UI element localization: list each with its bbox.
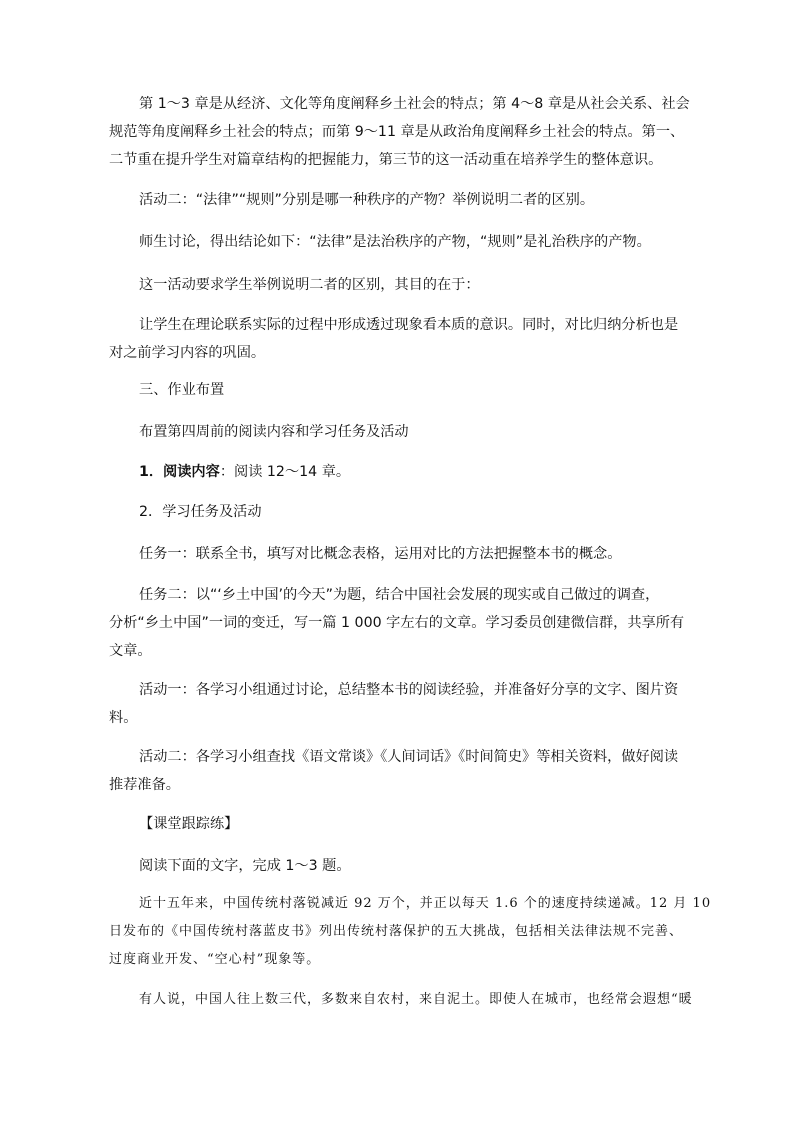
text-line: 文章。: [109, 643, 152, 659]
paragraph-activity-purpose: [109, 271, 687, 299]
passage-paragraph-two: [109, 986, 693, 1014]
text-line: 推荐准备。: [109, 777, 180, 793]
paragraph-discussion-conclusion: [109, 228, 687, 256]
reading-content-label: 1．阅读内容: [139, 464, 220, 480]
reading-content-text: ：阅读 12～14 章。: [219, 464, 351, 480]
text-line: 【课堂跟踪练】: [139, 816, 239, 832]
list-item-tasks-activities: [109, 498, 687, 526]
text-line: 料。: [109, 710, 138, 726]
text-line: 三、作业布置: [139, 382, 225, 398]
paragraph-activity-one: [109, 676, 687, 732]
text-line: 分析“乡土中国”一词的变迁，写一篇 1 000 字左右的文章。学习委员创建微信群，共享所有: [109, 615, 685, 631]
text-line: 日发布的《中国传统村落蓝皮书》列出传统村落保护的五大挑战，包括相关法律法规不完善、: [109, 924, 684, 939]
text-line: 阅读下面的文字，完成 1～3 题。: [139, 858, 351, 874]
text-line: 近十五年来，中国传统村落锐减近 92 万个，并正以每天 1.6 个的速度持续递减。12 月 10: [139, 896, 712, 911]
paragraph-practice-instruction: [109, 852, 687, 880]
text-line: 活动一：各学习小组通过讨论，总结整本书的阅读经验，并准备好分享的文字、图片资: [139, 682, 679, 698]
text-line: 二节重在提升学生对篇章结构的把握能力，第三节的这一活动重在培养学生的整体意识。: [109, 152, 663, 168]
text-line: 有人说，中国人往上数三代，多数来自农村，来自泥土。即使人在城市，也经常会遐想“暖: [139, 992, 693, 1007]
text-line: 2．学习任务及活动: [139, 504, 262, 520]
section-heading-homework: [109, 376, 687, 404]
text-line: 活动二：各学习小组查找《语文常谈》《人间词话》《时间简史》等相关资料，做好阅读: [139, 749, 679, 765]
text-line: 规范等角度阐释乡土社会的特点；而第 9～11 章是从政治角度阐释乡土社会的特点。第一、: [109, 124, 685, 140]
list-item-reading-content: [109, 458, 687, 486]
paragraph-activity-two-question: [109, 186, 687, 214]
paragraph-task-one: [109, 540, 687, 568]
paragraph-activity-two: [109, 743, 687, 799]
passage-paragraph-one: [109, 890, 712, 974]
section-heading-practice: [109, 810, 687, 838]
text-line: 布置第四周前的阅读内容和学习任务及活动: [139, 424, 409, 440]
text-line: 任务二：以“‘乡土中国’的今天”为题，结合中国社会发展的现实或自己做过的调查，: [139, 587, 660, 603]
text-line: 任务一：联系全书，填写对比概念表格，运用对比的方法把握整本书的概念。: [139, 546, 622, 562]
text-line: 对之前学习内容的巩固。: [109, 345, 266, 361]
text-line: 第 1～3 章是从经济、文化等角度阐释乡土社会的特点；第 4～8 章是从社会关系、社会: [139, 96, 690, 112]
text-line: [109, 458, 687, 486]
paragraph-chapter-overview: [109, 90, 690, 174]
paragraph-homework-intro: [109, 418, 687, 446]
text-line: 师生讨论，得出结论如下：“法律”是法治秩序的产物，“规则”是礼治秩序的产物。: [139, 234, 651, 250]
text-line: 活动二：“法律”“规则”分别是哪一种秩序的产物？举例说明二者的区别。: [139, 192, 595, 208]
paragraph-task-two: [109, 581, 687, 665]
text-line: 让学生在理论联系实际的过程中形成透过现象看本质的意识。同时，对比归纳分析也是: [139, 317, 679, 333]
text-line: 这一活动要求学生举例说明二者的区别，其目的在于：: [139, 277, 480, 293]
paragraph-purpose-detail: [109, 311, 687, 367]
text-line: 过度商业开发、“空心村”现象等。: [109, 952, 321, 967]
